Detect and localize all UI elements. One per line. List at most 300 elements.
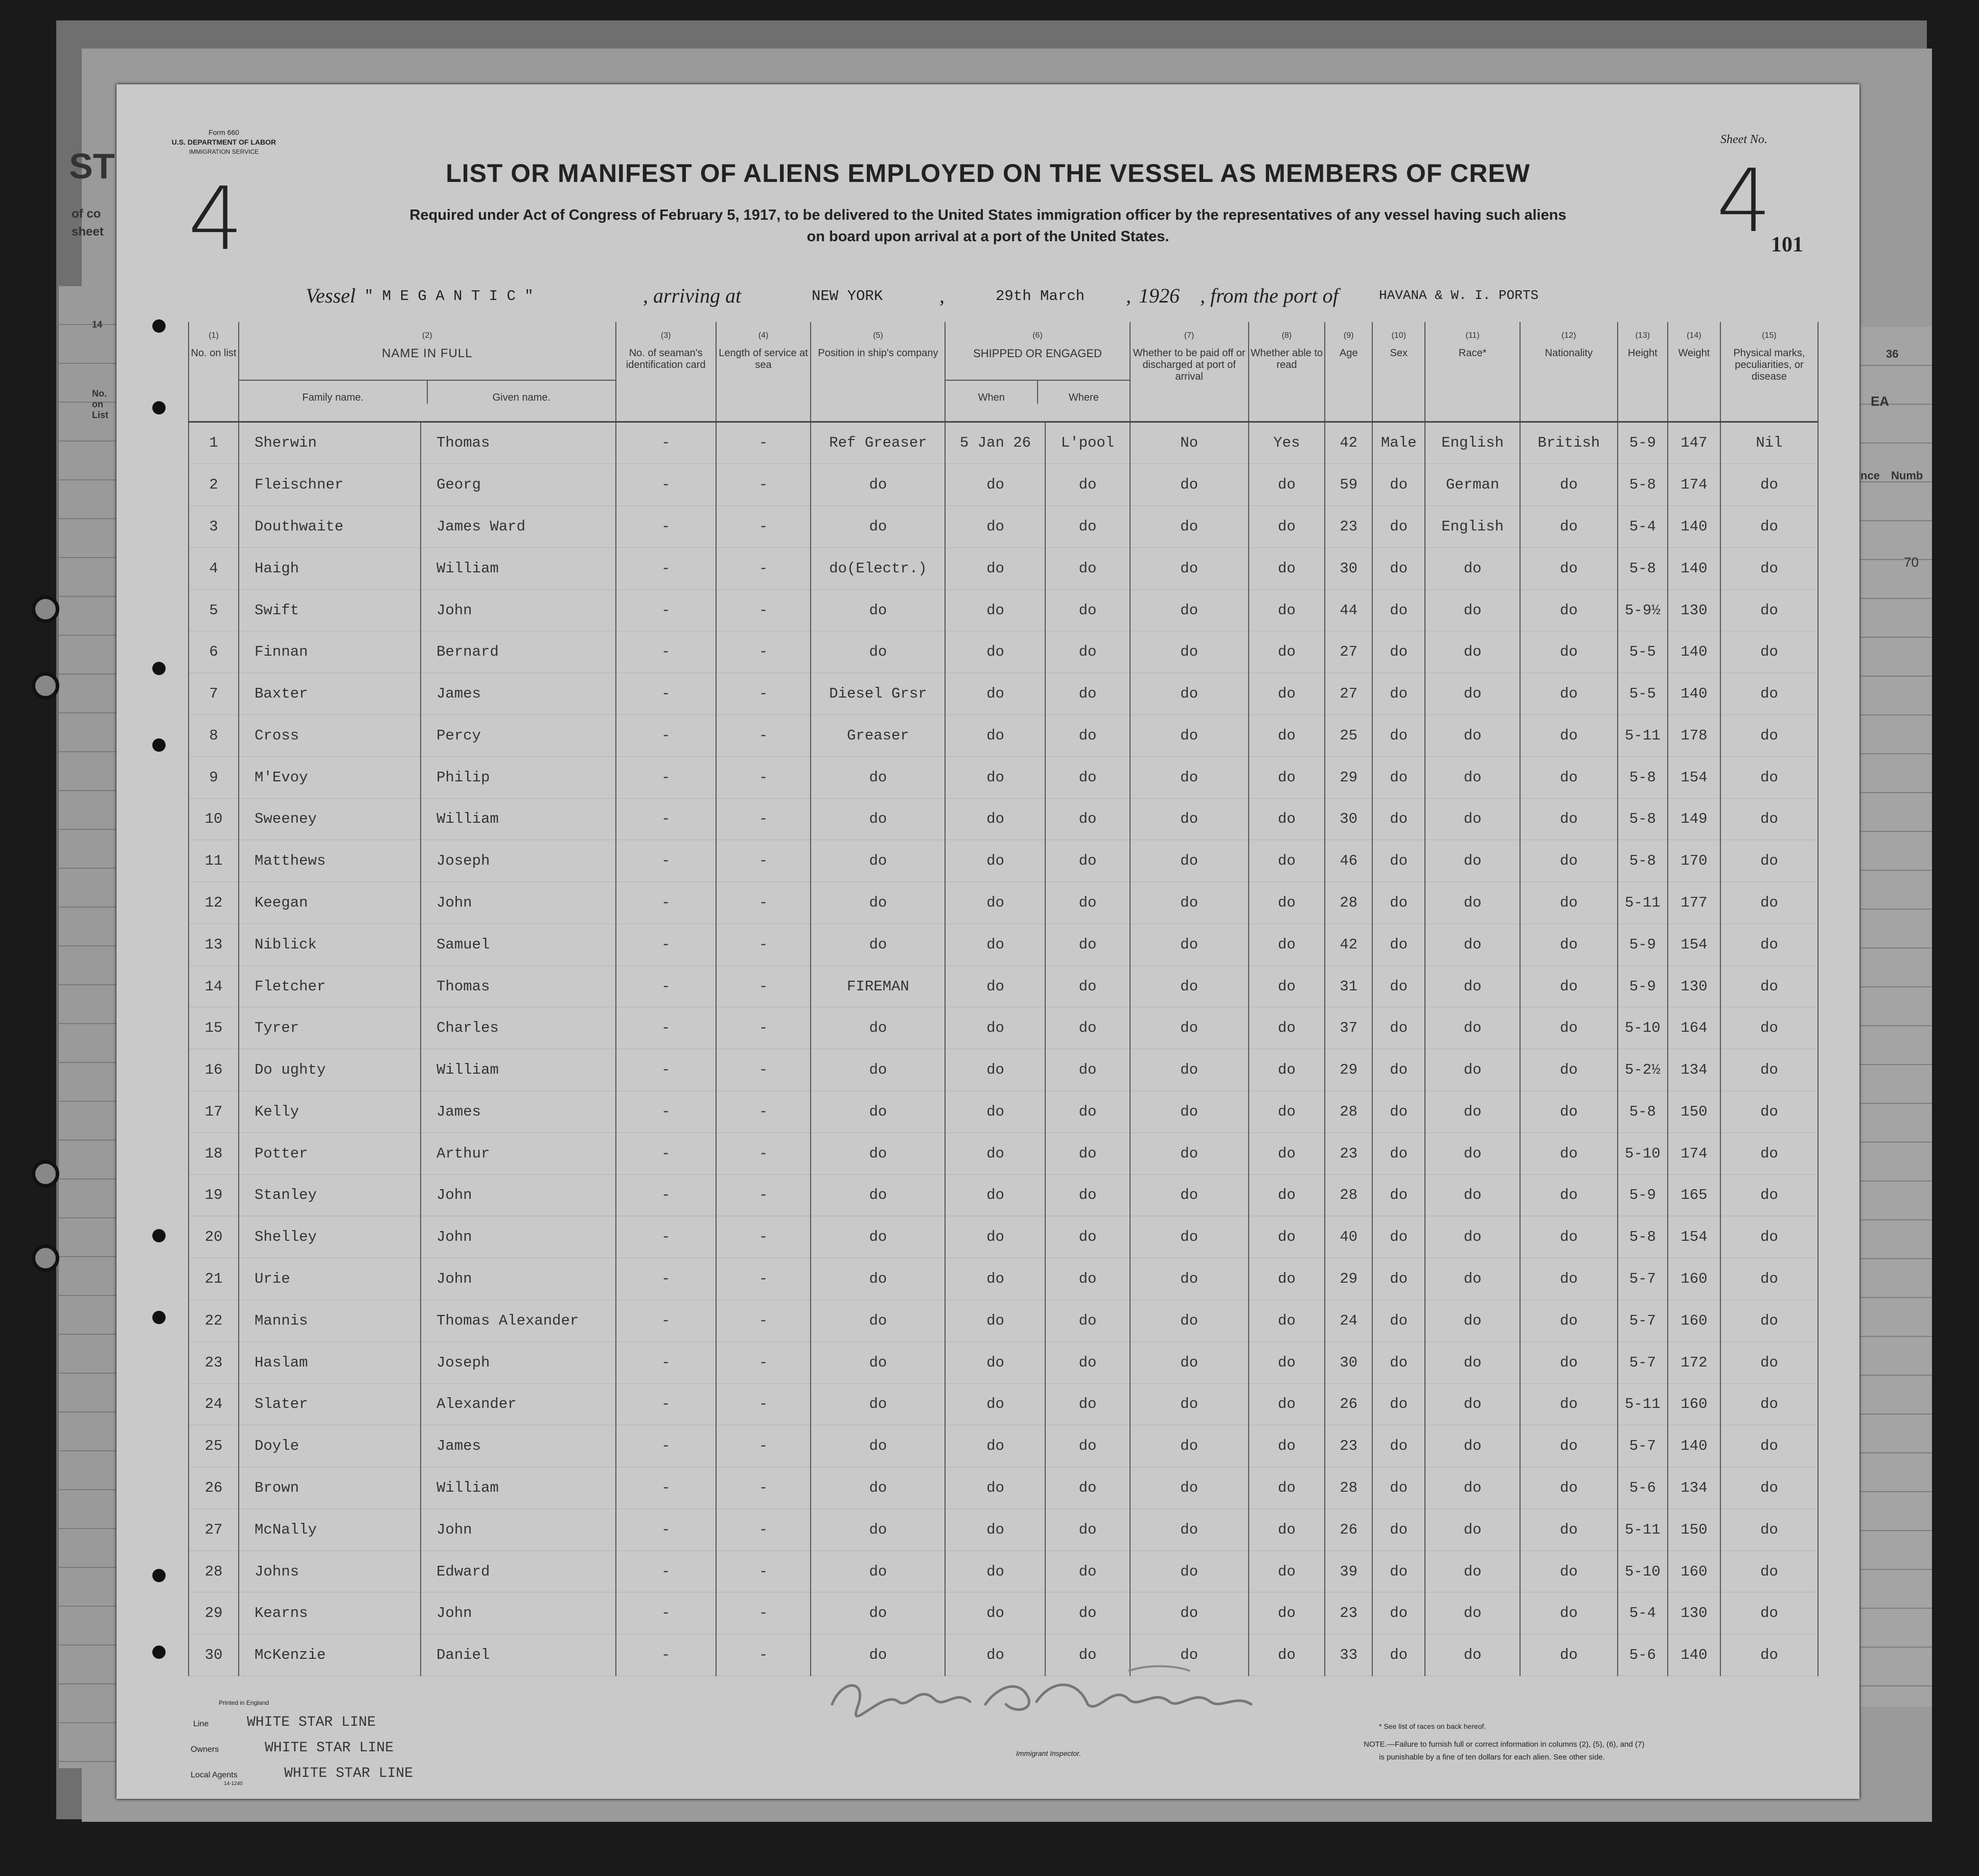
- age-cell: 29: [1325, 1258, 1372, 1300]
- nationality-cell: do: [1520, 547, 1618, 589]
- header-given-name: Given name.: [427, 381, 615, 404]
- handwritten-mark-left: 4: [188, 169, 244, 270]
- shipped-where-cell: do: [1045, 673, 1130, 715]
- id-card-cell: -: [616, 1634, 716, 1676]
- paid-off-cell: do: [1130, 1550, 1249, 1592]
- id-card-cell: -: [616, 1007, 716, 1049]
- sex-cell: do: [1372, 1132, 1425, 1174]
- given-name-cell: Georg: [421, 464, 616, 506]
- row-number-cell: 30: [189, 1634, 239, 1676]
- position-cell: do: [811, 1300, 945, 1341]
- length-of-service-cell: -: [716, 1592, 811, 1634]
- nationality-cell: do: [1520, 1174, 1618, 1216]
- stub-70: 70: [1904, 554, 1919, 570]
- position-cell: do: [811, 1216, 945, 1258]
- family-name-cell: Fleischner: [239, 464, 421, 506]
- row-number-cell: 10: [189, 798, 239, 840]
- weight-cell: 150: [1668, 1509, 1720, 1550]
- shipped-where-cell: do: [1045, 1174, 1130, 1216]
- paid-off-cell: do: [1130, 1383, 1249, 1425]
- nationality-cell: do: [1520, 1467, 1618, 1509]
- race-cell: do: [1425, 1174, 1520, 1216]
- given-name-cell: John: [421, 1174, 616, 1216]
- shipped-where-cell: do: [1045, 1425, 1130, 1467]
- physical-marks-cell: do: [1720, 756, 1818, 798]
- shipped-when-cell: do: [945, 1258, 1045, 1300]
- shipped-when-cell: do: [945, 882, 1045, 924]
- family-name-cell: Haigh: [239, 547, 421, 589]
- shipped-when-cell: do: [945, 1132, 1045, 1174]
- sex-cell: do: [1372, 715, 1425, 757]
- given-name-cell: Alexander: [421, 1383, 616, 1425]
- agents-label: Local Agents: [191, 1771, 238, 1779]
- sex-cell: do: [1372, 1216, 1425, 1258]
- position-cell: do: [811, 1383, 945, 1425]
- able-to-read-cell: do: [1249, 1258, 1325, 1300]
- weight-cell: 170: [1668, 840, 1720, 882]
- weight-cell: 154: [1668, 923, 1720, 965]
- family-name-cell: M'Evoy: [239, 756, 421, 798]
- paid-off-cell: do: [1130, 547, 1249, 589]
- shipped-where-cell: do: [1045, 923, 1130, 965]
- physical-marks-cell: do: [1720, 1091, 1818, 1133]
- weight-cell: 130: [1668, 965, 1720, 1007]
- age-cell: 29: [1325, 756, 1372, 798]
- position-cell: do: [811, 1049, 945, 1091]
- position-cell: do: [811, 1341, 945, 1383]
- table-row: [189, 1258, 1818, 1300]
- paid-off-cell: do: [1130, 1174, 1249, 1216]
- inspector-signature: [822, 1658, 1282, 1725]
- paid-off-cell: do: [1130, 1091, 1249, 1133]
- table-row: [189, 1300, 1818, 1341]
- able-to-read-cell: do: [1249, 1132, 1325, 1174]
- position-cell: do: [811, 1132, 945, 1174]
- punch-hole: [152, 1646, 166, 1659]
- length-of-service-cell: -: [716, 1216, 811, 1258]
- age-cell: 40: [1325, 1216, 1372, 1258]
- age-cell: 28: [1325, 1467, 1372, 1509]
- weight-cell: 140: [1668, 631, 1720, 673]
- paid-off-cell: do: [1130, 1049, 1249, 1091]
- height-cell: 5-11: [1618, 1509, 1668, 1550]
- id-card-cell: -: [616, 1550, 716, 1592]
- shipped-where-cell: do: [1045, 506, 1130, 548]
- sex-cell: do: [1372, 1550, 1425, 1592]
- length-of-service-cell: -: [716, 1007, 811, 1049]
- shipped-where-cell: do: [1045, 1341, 1130, 1383]
- sex-cell: do: [1372, 1383, 1425, 1425]
- paid-off-cell: do: [1130, 840, 1249, 882]
- race-cell: do: [1425, 965, 1520, 1007]
- vessel-name: " M E G A N T I C ": [364, 288, 534, 305]
- family-name-cell: Niblick: [239, 923, 421, 965]
- shipped-where-cell: do: [1045, 965, 1130, 1007]
- given-name-cell: Samuel: [421, 923, 616, 965]
- row-number-cell: 17: [189, 1091, 239, 1133]
- able-to-read-cell: do: [1249, 1049, 1325, 1091]
- height-cell: 5-9: [1618, 923, 1668, 965]
- length-of-service-cell: -: [716, 756, 811, 798]
- family-name-cell: Finnan: [239, 631, 421, 673]
- nationality-cell: do: [1520, 1550, 1618, 1592]
- race-cell: do: [1425, 1509, 1520, 1550]
- physical-marks-cell: do: [1720, 1341, 1818, 1383]
- weight-cell: 140: [1668, 673, 1720, 715]
- binder-ring: [32, 1244, 59, 1272]
- table-row: [189, 673, 1818, 715]
- paid-off-cell: do: [1130, 882, 1249, 924]
- paid-off-cell: do: [1130, 1007, 1249, 1049]
- given-name-cell: Percy: [421, 715, 616, 757]
- row-number-cell: 6: [189, 631, 239, 673]
- position-cell: do: [811, 1007, 945, 1049]
- nationality-cell: do: [1520, 1007, 1618, 1049]
- sex-cell: do: [1372, 882, 1425, 924]
- id-card-cell: -: [616, 631, 716, 673]
- family-name-cell: Slater: [239, 1383, 421, 1425]
- row-number-cell: 23: [189, 1341, 239, 1383]
- nationality-cell: do: [1520, 1425, 1618, 1467]
- arrival-date: 29th March: [996, 288, 1085, 305]
- nationality-cell: do: [1520, 464, 1618, 506]
- header-shipped-engaged: (6) SHIPPED OR ENGAGED When Where: [945, 322, 1130, 422]
- shipped-when-cell: do: [945, 1007, 1045, 1049]
- weight-cell: 150: [1668, 1091, 1720, 1133]
- table-row: [189, 798, 1818, 840]
- given-name-cell: Bernard: [421, 631, 616, 673]
- position-cell: do: [811, 756, 945, 798]
- agents-value: WHITE STAR LINE: [284, 1766, 413, 1781]
- given-name-cell: John: [421, 1592, 616, 1634]
- shipped-where-cell: do: [1045, 1634, 1130, 1676]
- comma-sep: ,: [939, 284, 945, 307]
- paid-off-cell: do: [1130, 923, 1249, 965]
- nationality-cell: do: [1520, 1383, 1618, 1425]
- from-port: HAVANA & W. I. PORTS: [1379, 288, 1539, 303]
- ledger-right-strip: [1860, 327, 1932, 1707]
- table-row: [189, 1341, 1818, 1383]
- row-number-cell: 7: [189, 673, 239, 715]
- line-value: WHITE STAR LINE: [247, 1715, 376, 1730]
- given-name-cell: Joseph: [421, 1341, 616, 1383]
- able-to-read-cell: do: [1249, 1550, 1325, 1592]
- paid-off-cell: do: [1130, 1509, 1249, 1550]
- able-to-read-cell: do: [1249, 1383, 1325, 1425]
- physical-marks-cell: do: [1720, 1216, 1818, 1258]
- id-card-cell: -: [616, 1049, 716, 1091]
- shipped-when-cell: do: [945, 673, 1045, 715]
- id-card-cell: -: [616, 1383, 716, 1425]
- id-card-cell: -: [616, 464, 716, 506]
- table-row: [189, 631, 1818, 673]
- family-name-cell: Doyle: [239, 1425, 421, 1467]
- id-card-cell: -: [616, 1300, 716, 1341]
- physical-marks-cell: do: [1720, 547, 1818, 589]
- position-cell: do: [811, 631, 945, 673]
- race-cell: do: [1425, 631, 1520, 673]
- length-of-service-cell: -: [716, 1509, 811, 1550]
- given-name-cell: William: [421, 1467, 616, 1509]
- age-cell: 23: [1325, 506, 1372, 548]
- shipped-where-cell: do: [1045, 1592, 1130, 1634]
- shipped-when-cell: do: [945, 464, 1045, 506]
- row-number-cell: 29: [189, 1592, 239, 1634]
- header-height: (13) Height: [1618, 322, 1668, 422]
- sheet-no-label: Sheet No.: [1720, 133, 1767, 146]
- stub-ea: EA: [1871, 393, 1890, 409]
- shipped-where-cell: do: [1045, 1091, 1130, 1133]
- shipped-when-cell: 5 Jan 26: [945, 422, 1045, 464]
- age-cell: 28: [1325, 882, 1372, 924]
- length-of-service-cell: -: [716, 1383, 811, 1425]
- height-cell: 5-8: [1618, 1091, 1668, 1133]
- given-name-cell: John: [421, 1509, 616, 1550]
- sex-cell: do: [1372, 798, 1425, 840]
- length-of-service-cell: -: [716, 464, 811, 506]
- id-card-cell: -: [616, 756, 716, 798]
- nationality-cell: do: [1520, 1091, 1618, 1133]
- given-name-cell: John: [421, 1216, 616, 1258]
- weight-cell: 134: [1668, 1467, 1720, 1509]
- row-number-cell: 24: [189, 1383, 239, 1425]
- paid-off-cell: do: [1130, 1258, 1249, 1300]
- race-cell: do: [1425, 1300, 1520, 1341]
- weight-cell: 177: [1668, 882, 1720, 924]
- height-cell: 5-8: [1618, 840, 1668, 882]
- table-row: [189, 464, 1818, 506]
- position-cell: Ref Greaser: [811, 422, 945, 464]
- weight-cell: 174: [1668, 1132, 1720, 1174]
- height-cell: 5-7: [1618, 1258, 1668, 1300]
- family-name-cell: Haslam: [239, 1341, 421, 1383]
- height-cell: 5-8: [1618, 464, 1668, 506]
- punch-hole: [152, 1229, 166, 1242]
- id-card-cell: -: [616, 589, 716, 631]
- race-cell: do: [1425, 756, 1520, 798]
- shipped-when-cell: do: [945, 1341, 1045, 1383]
- nationality-cell: do: [1520, 756, 1618, 798]
- position-cell: Diesel Grsr: [811, 673, 945, 715]
- crew-rows: [189, 422, 1818, 1676]
- position-cell: do: [811, 1425, 945, 1467]
- family-name-cell: Do ughty: [239, 1049, 421, 1091]
- height-cell: 5-5: [1618, 673, 1668, 715]
- height-cell: 5-11: [1618, 882, 1668, 924]
- header-family-name: Family name.: [302, 392, 364, 403]
- table-row: [189, 1174, 1818, 1216]
- age-cell: 23: [1325, 1425, 1372, 1467]
- row-number-cell: 22: [189, 1300, 239, 1341]
- sex-cell: do: [1372, 1258, 1425, 1300]
- length-of-service-cell: -: [716, 1258, 811, 1300]
- id-card-cell: -: [616, 882, 716, 924]
- weight-cell: 140: [1668, 1425, 1720, 1467]
- race-cell: do: [1425, 923, 1520, 965]
- age-cell: 24: [1325, 1300, 1372, 1341]
- age-cell: 23: [1325, 1592, 1372, 1634]
- paid-off-cell: do: [1130, 464, 1249, 506]
- header-position: (5) Position in ship's company: [811, 322, 945, 422]
- shipped-where-cell: do: [1045, 1007, 1130, 1049]
- id-card-cell: -: [616, 1592, 716, 1634]
- id-card-cell: -: [616, 1258, 716, 1300]
- sheet-number: 101: [1771, 233, 1803, 257]
- id-card-cell: -: [616, 1091, 716, 1133]
- shipped-when-cell: do: [945, 547, 1045, 589]
- race-cell: do: [1425, 1091, 1520, 1133]
- physical-marks-cell: do: [1720, 798, 1818, 840]
- race-cell: English: [1425, 422, 1520, 464]
- family-name-cell: Johns: [239, 1550, 421, 1592]
- paid-off-cell: do: [1130, 1216, 1249, 1258]
- punch-hole: [152, 401, 166, 414]
- form-number: Form 660: [209, 128, 239, 136]
- shipped-where-cell: do: [1045, 464, 1130, 506]
- table-row: [189, 882, 1818, 924]
- shipped-when-cell: do: [945, 1509, 1045, 1550]
- age-cell: 42: [1325, 422, 1372, 464]
- stub-no-on-list: No. on List: [92, 388, 109, 420]
- height-cell: 5-2½: [1618, 1049, 1668, 1091]
- physical-marks-cell: do: [1720, 1592, 1818, 1634]
- paid-off-cell: do: [1130, 965, 1249, 1007]
- race-cell: German: [1425, 464, 1520, 506]
- age-cell: 23: [1325, 1132, 1372, 1174]
- punch-hole: [152, 319, 166, 333]
- able-to-read-cell: do: [1249, 798, 1325, 840]
- length-of-service-cell: -: [716, 547, 811, 589]
- position-cell: do: [811, 798, 945, 840]
- able-to-read-cell: do: [1249, 506, 1325, 548]
- race-cell: do: [1425, 1634, 1520, 1676]
- height-cell: 5-6: [1618, 1634, 1668, 1676]
- shipped-where-cell: do: [1045, 798, 1130, 840]
- length-of-service-cell: -: [716, 1174, 811, 1216]
- sex-cell: do: [1372, 547, 1425, 589]
- row-number-cell: 27: [189, 1509, 239, 1550]
- table-row: [189, 1091, 1818, 1133]
- able-to-read-cell: do: [1249, 1300, 1325, 1341]
- able-to-read-cell: do: [1249, 1007, 1325, 1049]
- family-name-cell: McNally: [239, 1509, 421, 1550]
- position-cell: do: [811, 1592, 945, 1634]
- family-name-cell: Sweeney: [239, 798, 421, 840]
- row-number-cell: 13: [189, 923, 239, 965]
- height-cell: 5-10: [1618, 1550, 1668, 1592]
- weight-cell: 165: [1668, 1174, 1720, 1216]
- form-heading: [147, 128, 301, 157]
- nationality-cell: do: [1520, 1634, 1618, 1676]
- race-cell: do: [1425, 1592, 1520, 1634]
- weight-cell: 172: [1668, 1341, 1720, 1383]
- race-cell: do: [1425, 1049, 1520, 1091]
- race-cell: do: [1425, 1258, 1520, 1300]
- shipped-when-cell: do: [945, 1300, 1045, 1341]
- id-card-cell: -: [616, 1509, 716, 1550]
- shipped-where-cell: do: [1045, 882, 1130, 924]
- physical-marks-cell: do: [1720, 589, 1818, 631]
- table-row: [189, 756, 1818, 798]
- stub-st: ST: [69, 146, 115, 186]
- given-name-cell: James: [421, 1091, 616, 1133]
- table-row: [189, 1467, 1818, 1509]
- able-to-read-cell: do: [1249, 1467, 1325, 1509]
- age-cell: 26: [1325, 1509, 1372, 1550]
- shipped-when-cell: do: [945, 840, 1045, 882]
- service-name: IMMIGRATION SERVICE: [189, 148, 259, 155]
- manifest-sheet: [117, 84, 1859, 1799]
- paid-off-cell: do: [1130, 1132, 1249, 1174]
- stub-numb: Numb: [1891, 469, 1923, 482]
- ledger-left-strip: [59, 286, 120, 1768]
- height-cell: 5-9: [1618, 422, 1668, 464]
- header-no-on-list: (1) No. on list: [189, 322, 239, 422]
- given-name-cell: Edward: [421, 1550, 616, 1592]
- age-cell: 37: [1325, 1007, 1372, 1049]
- age-cell: 25: [1325, 715, 1372, 757]
- row-number-cell: 28: [189, 1550, 239, 1592]
- row-number-cell: 9: [189, 756, 239, 798]
- row-number-cell: 25: [189, 1425, 239, 1467]
- family-name-cell: Fletcher: [239, 965, 421, 1007]
- family-name-cell: Keegan: [239, 882, 421, 924]
- shipped-when-cell: do: [945, 1550, 1045, 1592]
- from-label: , from the port of: [1200, 284, 1339, 307]
- shipped-when-cell: do: [945, 756, 1045, 798]
- given-name-cell: William: [421, 1049, 616, 1091]
- age-cell: 46: [1325, 840, 1372, 882]
- age-cell: 28: [1325, 1091, 1372, 1133]
- shipped-where-cell: do: [1045, 1049, 1130, 1091]
- nationality-cell: do: [1520, 1341, 1618, 1383]
- sex-cell: do: [1372, 965, 1425, 1007]
- shipped-when-cell: do: [945, 1216, 1045, 1258]
- family-name-cell: Cross: [239, 715, 421, 757]
- department-name: U.S. DEPARTMENT OF LABOR: [171, 138, 277, 146]
- sex-cell: Male: [1372, 422, 1425, 464]
- able-to-read-cell: do: [1249, 673, 1325, 715]
- physical-marks-cell: do: [1720, 631, 1818, 673]
- row-number-cell: 3: [189, 506, 239, 548]
- family-name-cell: Urie: [239, 1258, 421, 1300]
- shipped-where-cell: do: [1045, 589, 1130, 631]
- header-race: (11) Race*: [1425, 322, 1520, 422]
- position-cell: FIREMAN: [811, 965, 945, 1007]
- able-to-read-cell: do: [1249, 1174, 1325, 1216]
- family-name-cell: Matthews: [239, 840, 421, 882]
- race-cell: do: [1425, 715, 1520, 757]
- able-to-read-cell: do: [1249, 1425, 1325, 1467]
- position-cell: do: [811, 506, 945, 548]
- length-of-service-cell: -: [716, 923, 811, 965]
- sex-cell: do: [1372, 1341, 1425, 1383]
- shipped-where-cell: do: [1045, 631, 1130, 673]
- weight-cell: 130: [1668, 589, 1720, 631]
- height-cell: 5-5: [1618, 631, 1668, 673]
- race-cell: do: [1425, 1216, 1520, 1258]
- shipped-where-cell: L'pool: [1045, 422, 1130, 464]
- length-of-service-cell: -: [716, 631, 811, 673]
- height-cell: 5-9½: [1618, 589, 1668, 631]
- shipped-when-cell: do: [945, 1425, 1045, 1467]
- physical-marks-cell: do: [1720, 1425, 1818, 1467]
- length-of-service-cell: -: [716, 1300, 811, 1341]
- race-cell: do: [1425, 840, 1520, 882]
- sex-cell: do: [1372, 923, 1425, 965]
- family-name-cell: Baxter: [239, 673, 421, 715]
- position-cell: do: [811, 1091, 945, 1133]
